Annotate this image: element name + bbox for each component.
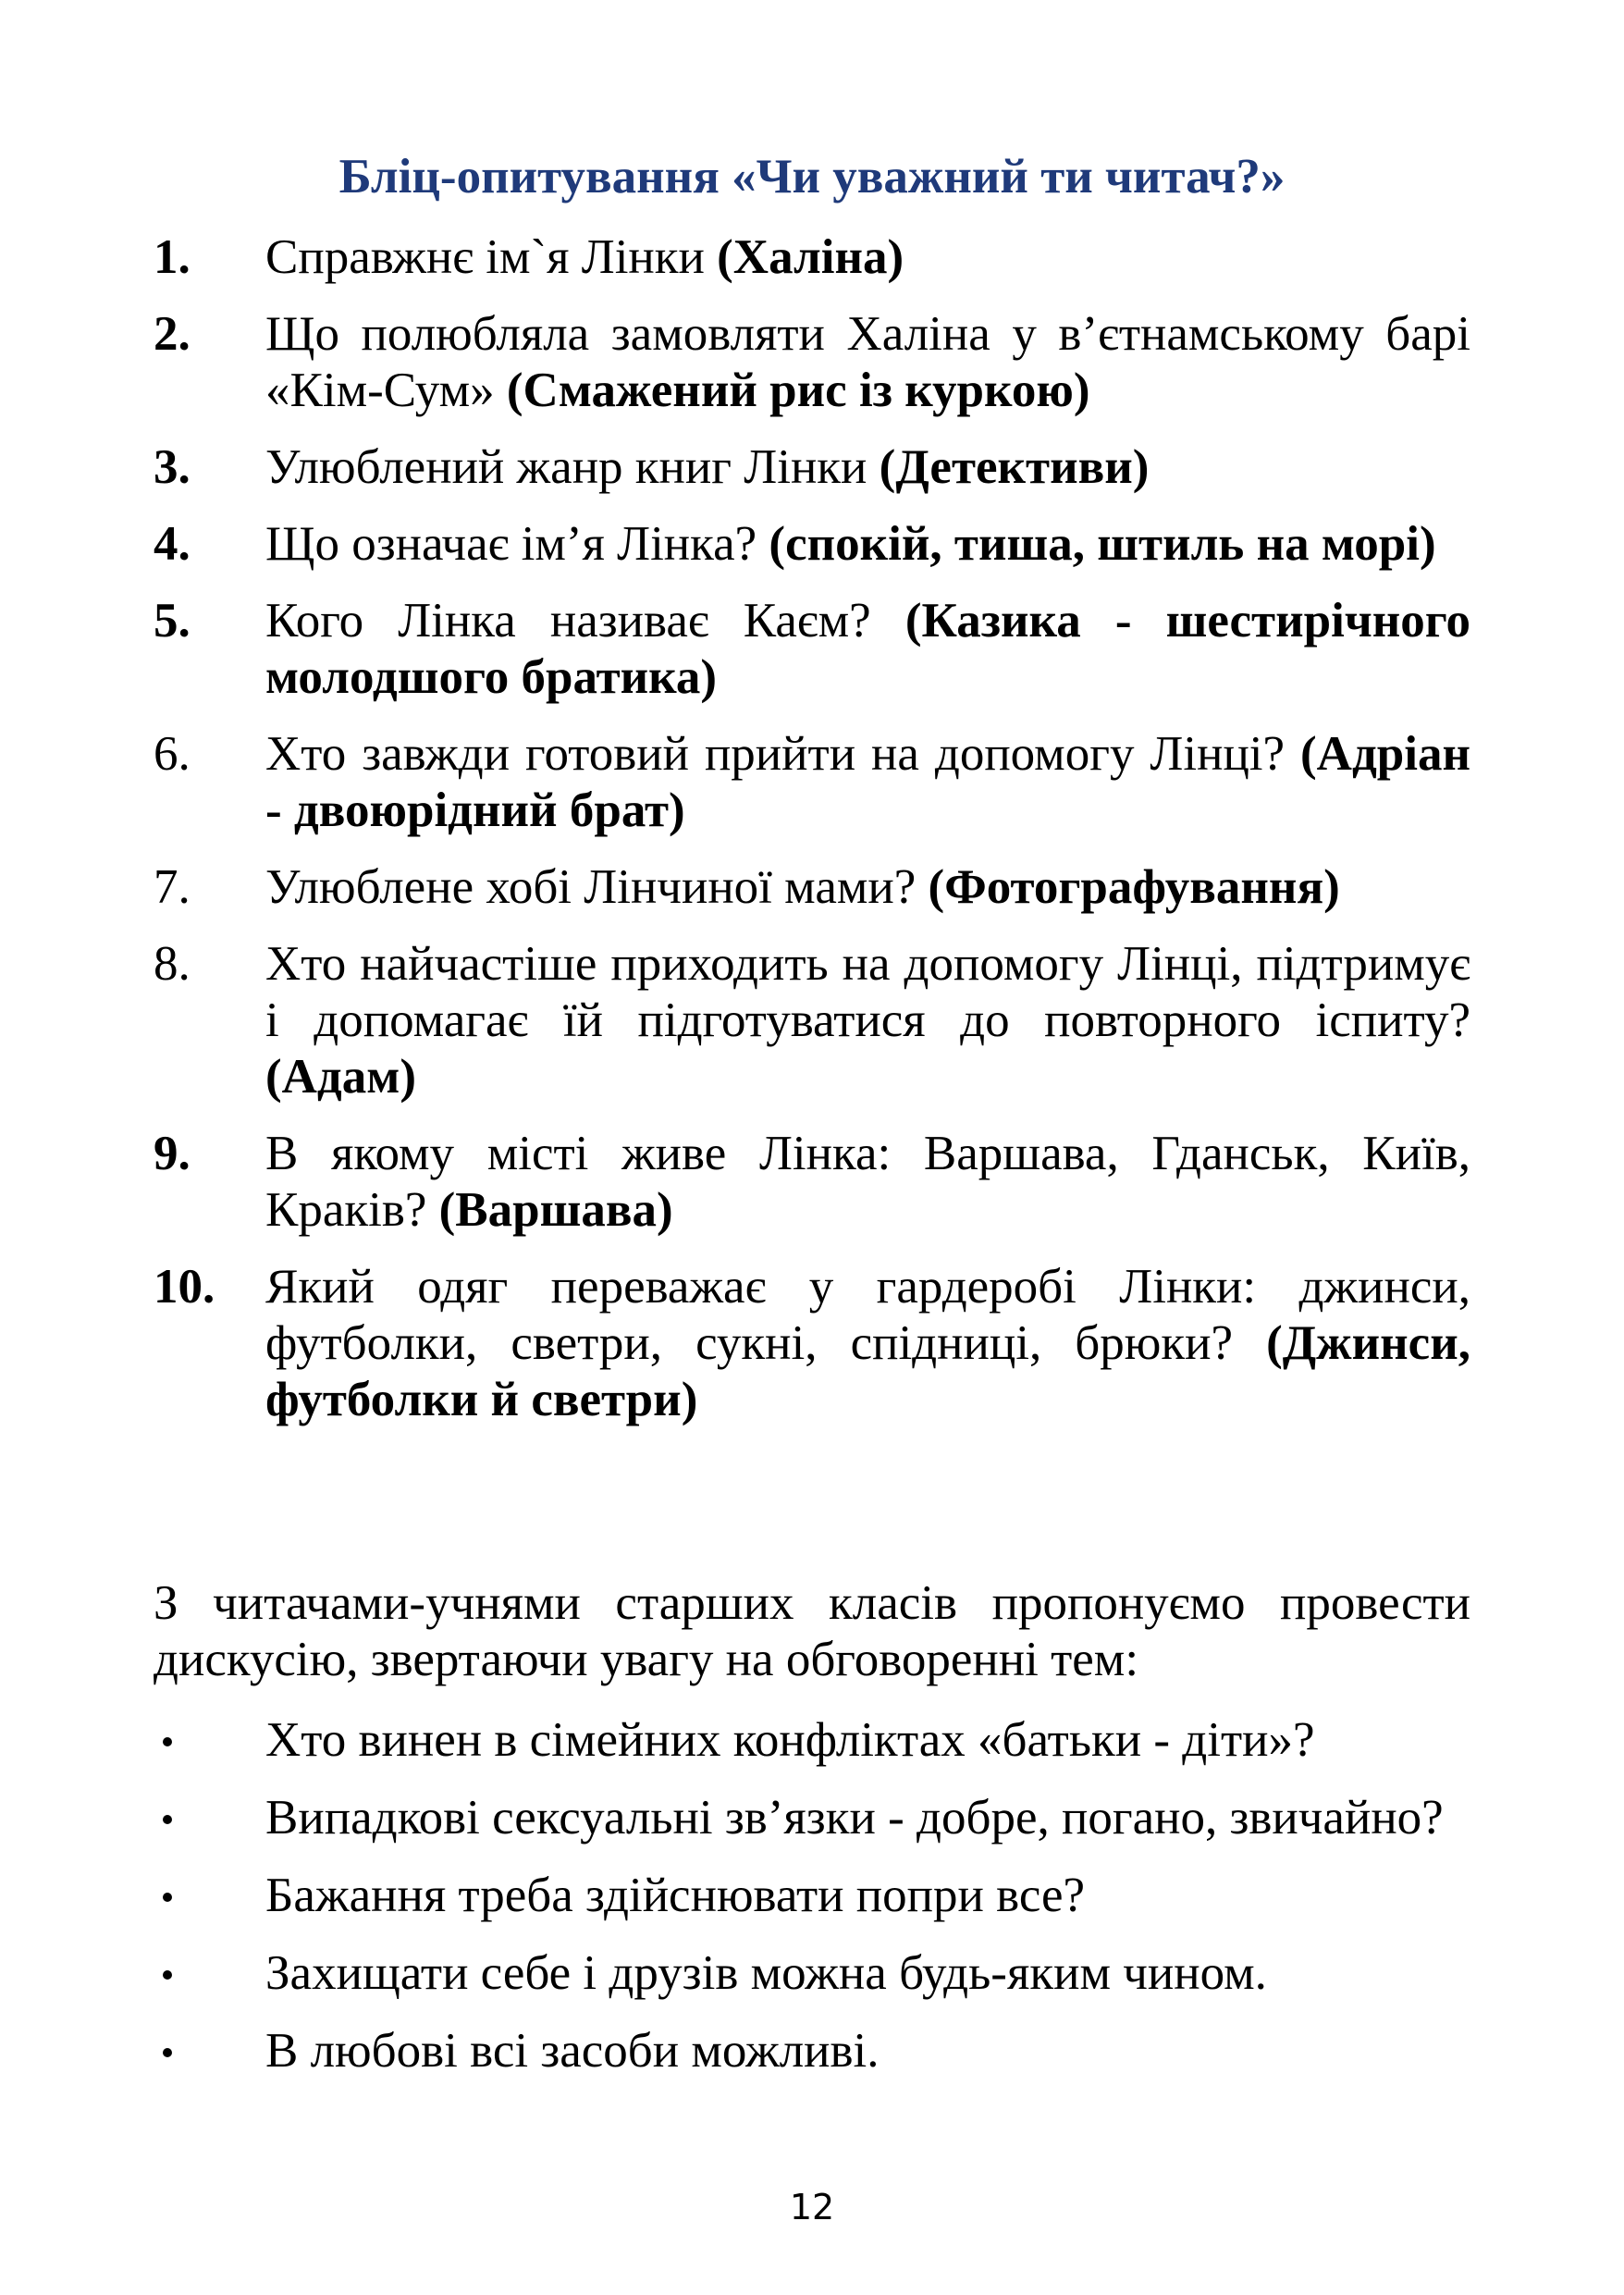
quiz-item-number: 5. xyxy=(154,594,191,648)
quiz-item-text xyxy=(265,593,1470,706)
quiz-item-number: 4. xyxy=(154,517,191,571)
quiz-item-text xyxy=(265,306,1470,419)
page-title: Бліц-опитування «Чи уважний ти читач?» xyxy=(338,150,1286,204)
quiz-answer: (Адріан - двоюрідний брат) xyxy=(265,727,1470,837)
quiz-item xyxy=(154,593,1470,706)
bullet-icon xyxy=(163,1970,172,1980)
bullet-icon xyxy=(163,1737,172,1746)
quiz-answer: (Адам) xyxy=(265,1050,416,1104)
quiz-question: Хто завжди готовий прийти на допомогу Лінці? xyxy=(265,727,1301,781)
quiz-item-text xyxy=(265,1126,1470,1239)
topic-text: В любові всі засоби можливі. xyxy=(265,2024,880,2078)
topic-text: Випадкові сексуальні зв’язки - добре, погано, звичайно? xyxy=(265,1791,1444,1845)
page-number: 12 xyxy=(789,2187,835,2227)
topic-item xyxy=(154,1868,1470,1924)
quiz-item-number: 3. xyxy=(154,440,191,494)
topic-item xyxy=(154,1790,1470,1846)
quiz-question: Справжнє ім`я Лінки xyxy=(265,230,718,284)
quiz-item xyxy=(154,439,1470,496)
quiz-question: Що полюбляла замовляти Халіна у в’єтнамському барі «Кім-Сум» xyxy=(265,307,1470,417)
quiz-item-number: 6. xyxy=(154,727,191,781)
quiz-question: В якому місті живе Лінка: Варшава, Гданськ, Київ, Краків? xyxy=(265,1127,1470,1237)
topic-text: Захищати себе і друзів можна будь-яким чином. xyxy=(265,1946,1267,2000)
quiz-item xyxy=(154,859,1470,916)
quiz-item xyxy=(154,936,1470,1105)
quiz-item-text xyxy=(265,936,1470,1105)
topic-item xyxy=(154,2023,1470,2079)
quiz-item-number: 1. xyxy=(154,230,191,284)
quiz-question: Що означає ім’я Лінка? xyxy=(265,517,769,571)
bullet-icon xyxy=(163,2048,172,2057)
bullet-icon xyxy=(163,1893,172,1902)
quiz-item-text xyxy=(265,516,1470,573)
topic-item xyxy=(154,1945,1470,2002)
quiz-item-number: 8. xyxy=(154,937,191,991)
quiz-item xyxy=(154,726,1470,839)
quiz-item-text xyxy=(265,1259,1470,1428)
quiz-item-number: 7. xyxy=(154,860,191,914)
quiz-answer: (Казика - шестирічного молодшого братика) xyxy=(265,594,1470,704)
quiz-item-number: 9. xyxy=(154,1127,191,1180)
quiz-question: Улюблений жанр книг Лінки xyxy=(265,440,880,494)
quiz-item xyxy=(154,516,1470,573)
topic-item xyxy=(154,1712,1470,1769)
quiz-item-text xyxy=(265,229,1470,286)
discussion-topics-list xyxy=(154,1712,1470,2101)
quiz-answer: (Джинси, футболки й светри) xyxy=(265,1316,1470,1426)
quiz-item-text xyxy=(265,726,1470,839)
quiz-answer: (Детективи) xyxy=(879,440,1150,494)
topic-text: Бажання треба здійснювати попри все? xyxy=(265,1869,1086,1922)
quiz-question: Хто найчастіше приходить на допомогу Лінці, підтримує і допомагає їй підготуватися до повторного іспиту? xyxy=(265,937,1470,1047)
quiz-item xyxy=(154,1259,1470,1428)
quiz-question: Кого Лінка називає Каєм? xyxy=(265,594,905,648)
topic-text: Хто винен в сімейних конфліктах «батьки - діти»? xyxy=(265,1713,1315,1767)
quiz-item xyxy=(154,229,1470,286)
quiz-item-number: 2. xyxy=(154,307,191,361)
quiz-answer: (Варшава) xyxy=(438,1183,673,1237)
quiz-answer: (спокій, тиша, штиль на морі) xyxy=(769,517,1436,571)
quiz-item-number: 10. xyxy=(154,1260,215,1314)
quiz-item xyxy=(154,1126,1470,1239)
quiz-item-text xyxy=(265,439,1470,496)
quiz-item xyxy=(154,306,1470,419)
quiz-question: Улюблене хобі Лінчиної мами? xyxy=(265,860,929,914)
quiz-item-text xyxy=(265,859,1470,916)
bullet-icon xyxy=(163,1815,172,1824)
quiz-answer: (Фотографування) xyxy=(928,860,1340,914)
quiz-question: Який одяг переважає у гардеробі Лінки: джинси, футболки, светри, сукні, спідниці, брюки? xyxy=(265,1260,1470,1370)
quiz-answer: (Халіна) xyxy=(717,230,904,284)
discussion-intro: З читачами-учнями старших класів пропонуємо провести дискусію, звертаючи увагу на обговоренні тем: xyxy=(154,1576,1470,1686)
quiz-list xyxy=(154,229,1470,1449)
quiz-answer: (Смажений рис із куркою) xyxy=(506,364,1090,417)
